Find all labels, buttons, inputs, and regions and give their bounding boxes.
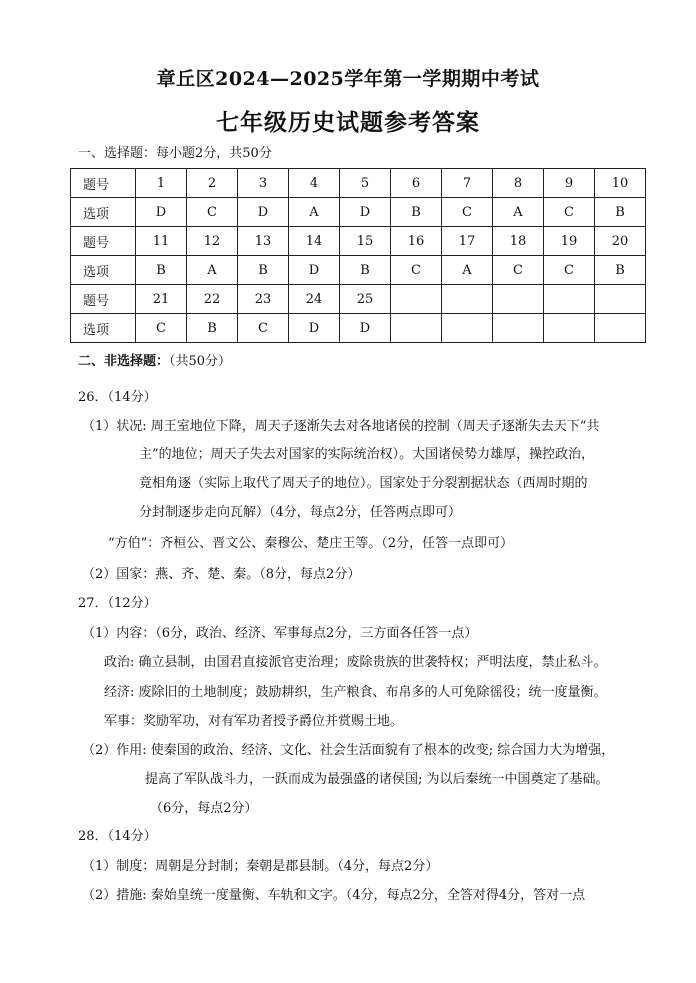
section2-heading-label: 二、非选择题：	[78, 354, 170, 369]
answer-table-row	[71, 227, 646, 256]
answer-cell: C	[391, 256, 442, 285]
answer-cell: 7	[442, 169, 493, 198]
row-label-cell: 选项	[71, 198, 136, 227]
answer-cell: 15	[340, 227, 391, 256]
q27-military-line: 军事：奖励军功，对有军功者授予爵位并赏赐土地。	[104, 714, 404, 729]
answer-cell	[544, 314, 595, 343]
answer-table-row	[71, 256, 646, 285]
answer-cell: 13	[238, 227, 289, 256]
answer-cell: 19	[544, 227, 595, 256]
q26-fangbo-line: “方伯”：齐桓公、晋文公、秦穆公、楚庄王等。（2分，任答一点即可）	[108, 536, 514, 551]
answer-cell: D	[340, 198, 391, 227]
answer-cell: D	[340, 314, 391, 343]
answer-cell: 2	[187, 169, 238, 198]
answer-cell: 23	[238, 285, 289, 314]
q26-part1-line2: 主”的地位；周天子失去对国家的实际统治权）。大国诸侯势力雄厚，操控政治，	[139, 447, 595, 462]
answer-cell	[391, 285, 442, 314]
row-label-cell: 题号	[71, 227, 136, 256]
answer-cell: D	[238, 198, 289, 227]
row-label-cell: 题号	[71, 285, 136, 314]
answer-cell: B	[187, 314, 238, 343]
answer-cell: B	[391, 198, 442, 227]
answer-cell: D	[289, 256, 340, 285]
answer-cell	[442, 285, 493, 314]
answer-cell	[595, 314, 646, 343]
answer-cell: B	[595, 256, 646, 285]
answer-cell: C	[187, 198, 238, 227]
answer-table-row	[71, 285, 646, 314]
q26-heading: 26．（14分）	[78, 390, 157, 405]
answer-cell: D	[136, 198, 187, 227]
answer-cell: 4	[289, 169, 340, 198]
q27-economy-line: 经济: 废除旧的土地制度；鼓励耕织，生产粮食、布帛多的人可免除徭役；统一度量衡。	[104, 685, 607, 700]
answer-cell: 22	[187, 285, 238, 314]
answer-cell: B	[238, 256, 289, 285]
q26-part2-line: （2）国家：燕、齐、楚、秦。（8分，每点2分）	[82, 567, 361, 582]
answer-cell: B	[595, 198, 646, 227]
answer-cell: A	[187, 256, 238, 285]
answer-cell: 11	[136, 227, 187, 256]
answer-cell: C	[544, 198, 595, 227]
answer-table-row	[71, 314, 646, 343]
answer-cell: 3	[238, 169, 289, 198]
answer-cell: C	[238, 314, 289, 343]
answer-cell: A	[289, 198, 340, 227]
q28-part2-line: （2）措施: 秦始皇统一度量衡、车轨和文字。（4分，每点2分，全答对得4分，答对一点	[82, 888, 586, 903]
row-label-cell: 选项	[71, 256, 136, 285]
answer-cell: 25	[340, 285, 391, 314]
answer-table-row	[71, 198, 646, 227]
answer-cell: C	[136, 314, 187, 343]
answer-key-title: 七年级历史试题参考答案	[216, 109, 480, 136]
answer-cell: B	[340, 256, 391, 285]
q27-part2-line1: （2）作用: 使秦国的政治、经济、文化、社会生活面貌有了根本的改变; 综合国力大为增强，	[82, 743, 615, 758]
section1-heading: 一、选择题：每小题2分，共50分	[78, 146, 272, 161]
answer-cell	[493, 314, 544, 343]
q28-part1-line: （1）制度：周朝是分封制；秦朝是郡县制。（4分，每点2分）	[82, 859, 439, 874]
answer-cell: 8	[493, 169, 544, 198]
answer-cell: A	[442, 256, 493, 285]
q27-part1-line: （1）内容：（6分，政治、经济、军事每点2分，三方面各任答一点）	[82, 626, 478, 641]
answer-cell	[595, 285, 646, 314]
answer-cell	[442, 314, 493, 343]
q28-heading: 28．（14分）	[78, 829, 157, 844]
answer-cell: D	[289, 314, 340, 343]
answer-cell: A	[493, 198, 544, 227]
q27-part2-line2: 提高了军队战斗力，一跃而成为最强盛的诸侯国; 为以后秦统一中国奠定了基础。	[145, 772, 609, 787]
q27-heading: 27．（12分）	[78, 596, 157, 611]
q26-part1-line1: （1）状况: 周王室地位下降，周天子逐渐失去对各地诸侯的控制（周天子逐渐失去天下“共	[82, 419, 600, 434]
q27-politics-line: 政治: 确立县制，由国君直接派官吏治理；废除贵族的世袭特权；严明法度，禁止私斗。	[104, 655, 607, 670]
answer-cell: 5	[340, 169, 391, 198]
answer-cell: 12	[187, 227, 238, 256]
answer-cell: 18	[493, 227, 544, 256]
answer-cell	[391, 314, 442, 343]
q27-part2-line3: （6分，每点2分）	[150, 801, 258, 816]
answer-cell: C	[442, 198, 493, 227]
answer-cell: C	[493, 256, 544, 285]
row-label-cell: 题号	[71, 169, 136, 198]
section2-heading	[78, 350, 231, 369]
answer-cell: 21	[136, 285, 187, 314]
answer-cell: 6	[391, 169, 442, 198]
answer-cell: 9	[544, 169, 595, 198]
answer-table-row	[71, 169, 646, 198]
row-label-cell: 选项	[71, 314, 136, 343]
exam-title: 章丘区2024—2025学年第一学期期中考试	[156, 68, 540, 90]
section2-heading-points: （共50分）	[169, 354, 232, 369]
answer-cell: B	[136, 256, 187, 285]
answer-cell: 14	[289, 227, 340, 256]
answer-cell: 24	[289, 285, 340, 314]
answer-table	[70, 168, 646, 343]
answer-cell	[493, 285, 544, 314]
answer-cell: 16	[391, 227, 442, 256]
q26-part1-line3: 竟相角逐（实际上取代了周天子的地位）。国家处于分裂割据状态（西周时期的	[139, 476, 588, 491]
answer-cell: 10	[595, 169, 646, 198]
answer-cell	[544, 285, 595, 314]
q26-part1-line4: 分封制逐步走向瓦解）（4分，每点2分，任答两点即可）	[139, 505, 462, 520]
answer-cell: 1	[136, 169, 187, 198]
answer-cell: C	[544, 256, 595, 285]
answer-cell: 20	[595, 227, 646, 256]
answer-cell: 17	[442, 227, 493, 256]
